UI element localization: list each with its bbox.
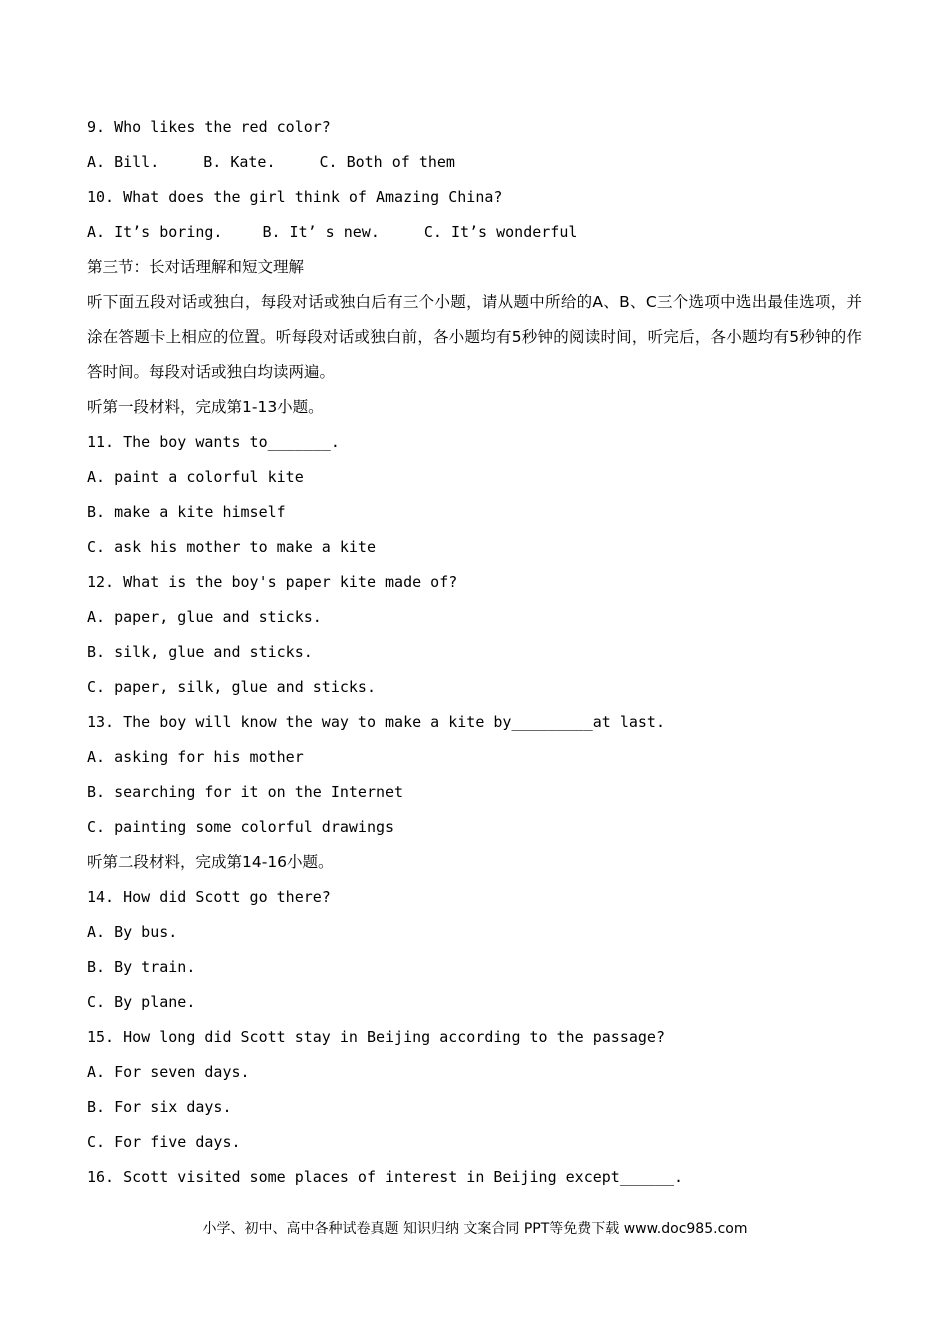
material-1-heading: 听第一段材料，完成第1-13小题。 (87, 398, 324, 416)
option-c: C. Both of them (319, 153, 455, 171)
question-9-options (87, 145, 862, 180)
question-15-option-b: B. For six days. (87, 1098, 232, 1116)
question-15-option-c: C. For five days. (87, 1133, 241, 1151)
page-footer: 小学、初中、高中各种试卷真题 知识归纳 文案合同 PPT等免费下载 www.doc985.com (202, 1221, 748, 1237)
question-13-option-c: C. painting some colorful drawings (87, 818, 395, 836)
option-a: A. Bill. (87, 153, 160, 171)
question-11-option-c: C. ask his mother to make a kite (87, 538, 376, 556)
material-2-heading: 听第二段材料，完成第14-16小题。 (87, 853, 334, 871)
section-title: 第三节：长对话理解和短文理解 (87, 258, 305, 276)
question-11-option-b: B. make a kite himself (87, 503, 286, 521)
question-12: 12. What is the boy's paper kite made of? (87, 573, 458, 591)
question-14: 14. How did Scott go there? (87, 888, 331, 906)
option-a: A. It’s boring. (87, 223, 223, 241)
question-13-option-a: A. asking for his mother (87, 748, 304, 766)
question-14-option-a: A. By bus. (87, 923, 178, 941)
question-11: 11. The boy wants to_______. (87, 433, 340, 451)
question-15-option-a: A. For seven days. (87, 1063, 250, 1081)
option-c: C. It’s wonderful (423, 223, 578, 241)
question-16: 16. Scott visited some places of interest in Beijing except______. (87, 1168, 684, 1186)
section-instructions: 听下面五段对话或独白，每段对话或独白后有三个小题，请从题中所给的A、B、C三个选项中选出最佳选项，并涂在答题卡上相应的位置。听每段对话或独白前，各小题均有5秒钟的阅读时间，听完后，各小题均有5秒钟的作答时间。每段对话或独白均读两遍。 (87, 293, 862, 381)
question-13: 13. The boy will know the way to make a kite by_________at last. (87, 713, 665, 731)
question-12-option-a: A. paper, glue and sticks. (87, 608, 322, 626)
question-12-option-c: C. paper, silk, glue and sticks. (87, 678, 376, 696)
option-b: B. Kate. (203, 153, 276, 171)
exam-content (87, 110, 862, 1195)
question-15: 15. How long did Scott stay in Beijing according to the passage? (87, 1028, 665, 1046)
question-10: 10. What does the girl think of Amazing China? (87, 188, 503, 206)
question-14-option-b: B. By train. (87, 958, 196, 976)
question-12-option-b: B. silk, glue and sticks. (87, 643, 313, 661)
option-b: B. It’ s new. (262, 223, 380, 241)
question-11-option-a: A. paint a colorful kite (87, 468, 304, 486)
question-9: 9. Who likes the red color? (87, 118, 331, 136)
question-14-option-c: C. By plane. (87, 993, 196, 1011)
question-10-options (87, 215, 862, 250)
question-13-option-b: B. searching for it on the Internet (87, 783, 404, 801)
